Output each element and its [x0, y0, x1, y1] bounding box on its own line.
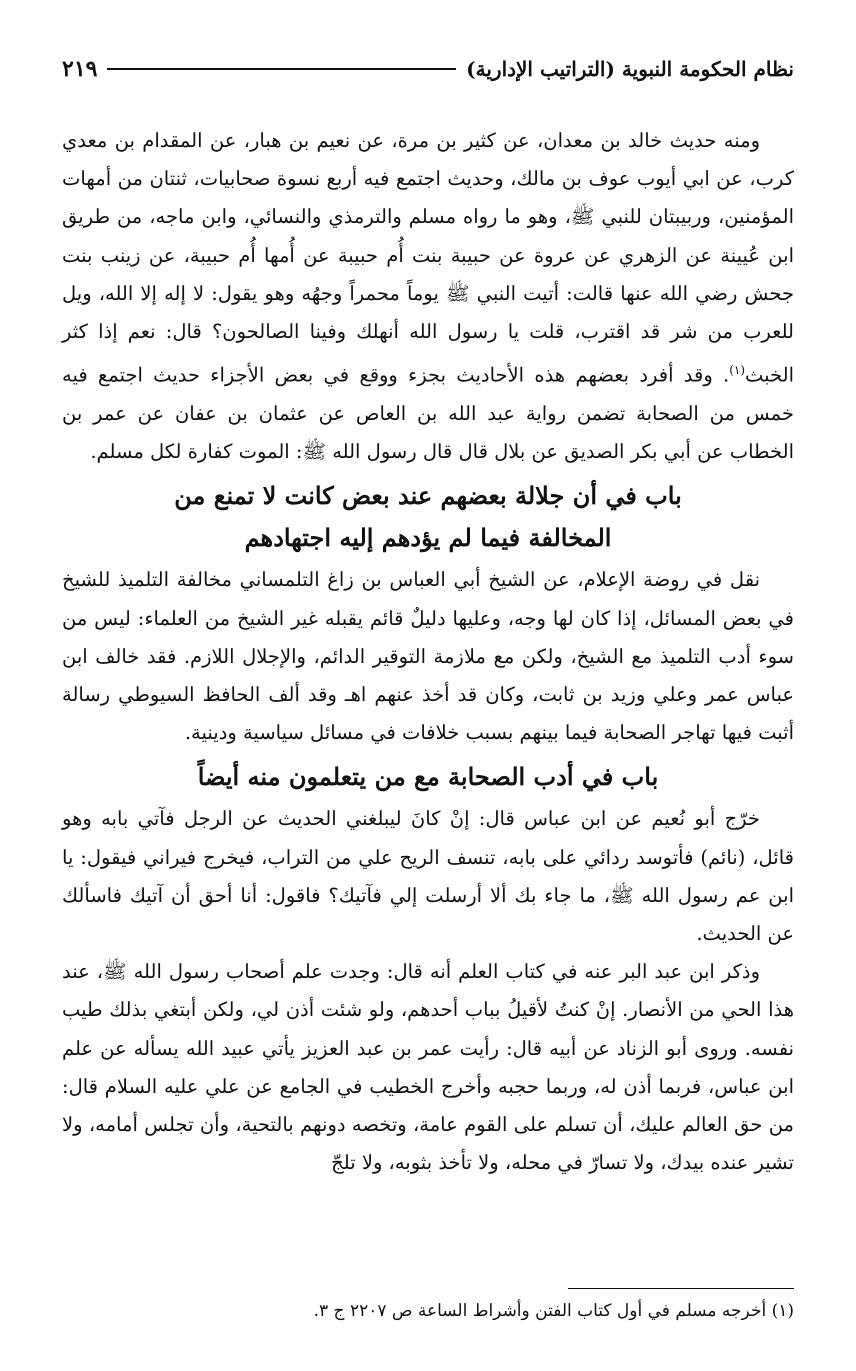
book-title: نظام الحكومة النبوية (التراتيب الإدارية)	[466, 57, 794, 81]
paragraph-1-text: ومنه حديث خالد بن معدان، عن كثير بن مرة، عن نعيم بن هبار، عن المقدام بن معدي كرب، عن ابي أيوب عوف بن مالك، وحديث اجتمع فيه أربع نسوة صحابيات، ثنتان من أمهات المؤمنين، وربيبتان للنبي ﷺ، وهو ما رواه مسلم والترمذي والنسائي، وابن ماجه، من طريق ابن عُيينة عن الزهري عن عروة عن حبيبة بنت أُم حبيبة عن أُمها أُم حبيبة، عن زينب بنت جحش رضي الله عنها قالت: أتيت النبي ﷺ يوماً محمراً وجهُه وهو يقول: لا إله إلا الله، ويل للعرب من شر قد اقترب، قلت يا رسول الله أنهلك وفينا الصالحون؟ قال: نعم إذا كثر الخبث	[62, 129, 794, 387]
footnote-marker[interactable]: (١)	[729, 363, 746, 378]
header-rule	[107, 68, 456, 70]
paragraph-2: نقل في روضة الإعلام، عن الشيخ أبي العباس بن زاغ التلمساني مخالفة التلميذ للشيخ في بعض المسائل، إذا كان لها وجه، وعليها دليلٌ قائم يقبله غير الشيخ من العلماء: ليس من سوء أدب التلميذ مع الشيخ، ولكن مع ملازمة التوقير الدائم، والإجلال اللازم. فقد خالف ابن عباس عمر وعلي وزيد بن ثابت، وكان قد أخذ عنهم اهـ وقد ألف الحافظ السيوطي رسالة أثبت فيها تهاجر الصحابة فيما بينهم بسبب خلافات في مسائل سياسية ودينية.	[62, 568, 794, 745]
footnote: (١) أخرجه مسلم في أول كتاب الفتن وأشراط الساعة ص ٢٢٠٧ ج ٣.	[313, 1301, 794, 1321]
paragraph-4: وذكر ابن عبد البر عنه في كتاب العلم أنه قال: وجدت علم أصحاب رسول الله ﷺ، عند هذا الحي من الأنصار. إنْ كنتُ لأقيلُ بباب أحدهم، ولو شئت أذن لي، ولكن أبتغي بذلك طيب نفسه. وروى أبو الزناد عن أبيه قال: رأيت عمر بن عبد العزيز يأتي عبيد الله يسأله عن علم ابن عباس، فربما أذن له، وربما حجبه وأخرج الخطيب في الجامع عن علي عليه السلام قال: من حق العالم عليك، أن تسلم على القوم عامة، وتخصه دونهم بالتحية، وأن تجلس أمامه، ولا تشير عنده بيدك، ولا تسارّ في محله، ولا تأخذ بثوبه، ولا تلجّ	[62, 960, 794, 1175]
footnote-rule	[568, 1288, 794, 1289]
paragraph-3: خرّج أبو نُعيم عن ابن عباس قال: إنْ كانَ ليبلغني الحديث عن الرجل فآتي بابه وهو قائل، (نائم) فأتوسد ردائي على بابه، تنسف الريح علي من التراب، فيخرج فيراني فيقول: يا ابن عم رسول الله ﷺ، ما جاء بك ألا أرسلت إلي فآتيك؟ فاقول: أنا أحق أن آتيك فاسألك عن الحديث.	[62, 807, 794, 945]
running-header	[62, 52, 794, 86]
page-number: ٢١٩	[62, 56, 98, 82]
chapter-heading-1	[62, 475, 794, 559]
chapter-heading-1-line-2: المخالفة فيما لم يؤدهم إليه اجتهادهم	[244, 523, 612, 553]
paragraph-1	[62, 122, 794, 471]
chapter-heading-1-line-1: باب في أن جلالة بعضهم عند بعض كانت لا تمنع من	[174, 481, 682, 511]
chapter-heading-2: باب في أدب الصحابة مع من يتعلمون منه أيضاً	[197, 762, 659, 792]
paragraph-1-continuation: . وقد أفرد بعضهم هذه الأحاديث بجزء ووقع في بعض الأجزاء حديث اجتمع فيه خمس من الصحابة تضمن رواية عبد الله بن العاص عن عثمان بن عفان عن عمر بن الخطاب عن أبي بكر الصديق عن بلال قال قال رسول الله ﷺ: الموت كفارة لكل مسلم.	[62, 363, 794, 464]
main-text	[62, 122, 794, 1182]
